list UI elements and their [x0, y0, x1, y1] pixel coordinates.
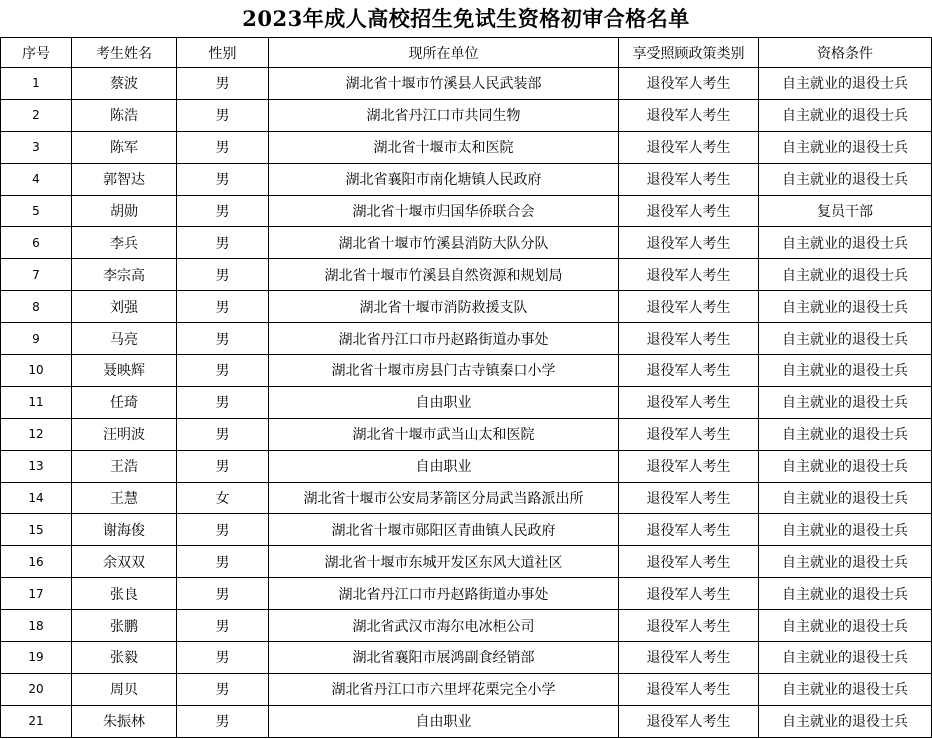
cell-name: 聂映辉	[72, 355, 177, 387]
table-row	[1, 291, 932, 323]
cell-name: 王慧	[72, 482, 177, 514]
cell-unit: 湖北省十堰市武当山太和医院	[269, 418, 619, 450]
cell-condition: 自主就业的退役士兵	[759, 99, 932, 131]
cell-seq: 5	[1, 195, 72, 227]
cell-policy: 退役军人考生	[619, 259, 759, 291]
cell-gender: 男	[177, 355, 269, 387]
cell-name: 任琦	[72, 386, 177, 418]
cell-seq: 20	[1, 673, 72, 705]
cell-seq: 12	[1, 418, 72, 450]
cell-seq: 2	[1, 99, 72, 131]
table-row	[1, 450, 932, 482]
cell-seq: 3	[1, 131, 72, 163]
cell-condition: 自主就业的退役士兵	[759, 578, 932, 610]
cell-policy: 退役军人考生	[619, 291, 759, 323]
cell-seq: 4	[1, 163, 72, 195]
table-row	[1, 482, 932, 514]
cell-unit: 湖北省襄阳市展鸿副食经销部	[269, 642, 619, 674]
cell-name: 李宗高	[72, 259, 177, 291]
cell-gender: 男	[177, 642, 269, 674]
cell-name: 谢海俊	[72, 514, 177, 546]
cell-gender: 男	[177, 227, 269, 259]
cell-gender: 男	[177, 514, 269, 546]
table-row	[1, 546, 932, 578]
table-row	[1, 386, 932, 418]
table-row	[1, 642, 932, 674]
cell-policy: 退役军人考生	[619, 68, 759, 100]
cell-name: 张鹏	[72, 610, 177, 642]
cell-gender: 男	[177, 578, 269, 610]
cell-unit: 湖北省武汉市海尔电冰柜公司	[269, 610, 619, 642]
cell-condition: 自主就业的退役士兵	[759, 291, 932, 323]
cell-policy: 退役军人考生	[619, 450, 759, 482]
table-row	[1, 578, 932, 610]
table-row	[1, 514, 932, 546]
cell-condition: 自主就业的退役士兵	[759, 323, 932, 355]
header-condition: 资格条件	[759, 38, 932, 68]
table-row	[1, 259, 932, 291]
cell-gender: 男	[177, 418, 269, 450]
cell-condition: 自主就业的退役士兵	[759, 163, 932, 195]
cell-unit: 湖北省十堰市房县门古寺镇秦口小学	[269, 355, 619, 387]
header-gender: 性别	[177, 38, 269, 68]
cell-name: 张良	[72, 578, 177, 610]
cell-condition: 自主就业的退役士兵	[759, 482, 932, 514]
qualification-table	[0, 37, 932, 738]
table-row	[1, 355, 932, 387]
cell-condition: 自主就业的退役士兵	[759, 642, 932, 674]
cell-policy: 退役军人考生	[619, 227, 759, 259]
cell-name: 余双双	[72, 546, 177, 578]
table-row	[1, 195, 932, 227]
table-row	[1, 131, 932, 163]
cell-policy: 退役军人考生	[619, 323, 759, 355]
cell-name: 周贝	[72, 673, 177, 705]
cell-seq: 17	[1, 578, 72, 610]
cell-condition: 自主就业的退役士兵	[759, 546, 932, 578]
cell-policy: 退役军人考生	[619, 418, 759, 450]
cell-condition: 自主就业的退役士兵	[759, 514, 932, 546]
cell-condition: 复员干部	[759, 195, 932, 227]
cell-unit: 湖北省十堰市公安局茅箭区分局武当路派出所	[269, 482, 619, 514]
table-header-row	[1, 38, 932, 68]
cell-gender: 男	[177, 163, 269, 195]
cell-unit: 自由职业	[269, 450, 619, 482]
cell-policy: 退役军人考生	[619, 195, 759, 227]
cell-unit: 自由职业	[269, 386, 619, 418]
cell-policy: 退役军人考生	[619, 578, 759, 610]
cell-seq: 11	[1, 386, 72, 418]
cell-unit: 湖北省十堰市郧阳区青曲镇人民政府	[269, 514, 619, 546]
cell-unit: 湖北省十堰市竹溪县消防大队分队	[269, 227, 619, 259]
cell-name: 张毅	[72, 642, 177, 674]
cell-unit: 湖北省十堰市竹溪县人民武装部	[269, 68, 619, 100]
cell-gender: 男	[177, 68, 269, 100]
cell-seq: 9	[1, 323, 72, 355]
cell-unit: 湖北省十堰市太和医院	[269, 131, 619, 163]
cell-condition: 自主就业的退役士兵	[759, 705, 932, 737]
cell-condition: 自主就业的退役士兵	[759, 259, 932, 291]
cell-gender: 男	[177, 386, 269, 418]
cell-condition: 自主就业的退役士兵	[759, 386, 932, 418]
cell-condition: 自主就业的退役士兵	[759, 227, 932, 259]
cell-name: 郭智达	[72, 163, 177, 195]
cell-unit: 湖北省丹江口市六里坪花栗完全小学	[269, 673, 619, 705]
table-row	[1, 227, 932, 259]
document-title: 2023年成人高校招生免试生资格初审合格名单	[242, 6, 690, 31]
cell-policy: 退役军人考生	[619, 163, 759, 195]
table-row	[1, 705, 932, 737]
cell-gender: 男	[177, 195, 269, 227]
cell-unit: 湖北省丹江口市丹赵路街道办事处	[269, 323, 619, 355]
cell-name: 朱振林	[72, 705, 177, 737]
cell-seq: 14	[1, 482, 72, 514]
cell-unit: 湖北省十堰市消防救援支队	[269, 291, 619, 323]
header-unit: 现所在单位	[269, 38, 619, 68]
cell-name: 马亮	[72, 323, 177, 355]
cell-gender: 男	[177, 323, 269, 355]
cell-gender: 男	[177, 131, 269, 163]
cell-seq: 19	[1, 642, 72, 674]
cell-policy: 退役军人考生	[619, 610, 759, 642]
cell-condition: 自主就业的退役士兵	[759, 355, 932, 387]
cell-seq: 15	[1, 514, 72, 546]
cell-gender: 女	[177, 482, 269, 514]
cell-gender: 男	[177, 705, 269, 737]
table-row	[1, 68, 932, 100]
cell-gender: 男	[177, 450, 269, 482]
table-row	[1, 418, 932, 450]
cell-policy: 退役军人考生	[619, 642, 759, 674]
cell-unit: 湖北省丹江口市丹赵路街道办事处	[269, 578, 619, 610]
cell-condition: 自主就业的退役士兵	[759, 68, 932, 100]
cell-name: 陈浩	[72, 99, 177, 131]
table-row	[1, 323, 932, 355]
cell-name: 王浩	[72, 450, 177, 482]
cell-unit: 湖北省十堰市竹溪县自然资源和规划局	[269, 259, 619, 291]
cell-unit: 湖北省丹江口市共同生物	[269, 99, 619, 131]
cell-policy: 退役军人考生	[619, 386, 759, 418]
cell-policy: 退役军人考生	[619, 705, 759, 737]
table-row	[1, 610, 932, 642]
cell-condition: 自主就业的退役士兵	[759, 610, 932, 642]
table-body	[1, 68, 932, 738]
cell-name: 陈军	[72, 131, 177, 163]
cell-gender: 男	[177, 546, 269, 578]
cell-name: 刘强	[72, 291, 177, 323]
cell-policy: 退役军人考生	[619, 673, 759, 705]
header-policy: 享受照顾政策类别	[619, 38, 759, 68]
cell-condition: 自主就业的退役士兵	[759, 450, 932, 482]
cell-seq: 7	[1, 259, 72, 291]
cell-policy: 退役军人考生	[619, 131, 759, 163]
cell-condition: 自主就业的退役士兵	[759, 673, 932, 705]
cell-seq: 8	[1, 291, 72, 323]
cell-seq: 18	[1, 610, 72, 642]
cell-seq: 1	[1, 68, 72, 100]
cell-seq: 13	[1, 450, 72, 482]
cell-policy: 退役军人考生	[619, 99, 759, 131]
cell-gender: 男	[177, 610, 269, 642]
cell-name: 蔡波	[72, 68, 177, 100]
header-name: 考生姓名	[72, 38, 177, 68]
cell-name: 李兵	[72, 227, 177, 259]
cell-policy: 退役军人考生	[619, 546, 759, 578]
cell-unit: 自由职业	[269, 705, 619, 737]
header-seq: 序号	[1, 38, 72, 68]
cell-gender: 男	[177, 291, 269, 323]
cell-policy: 退役军人考生	[619, 514, 759, 546]
cell-unit: 湖北省襄阳市南化塘镇人民政府	[269, 163, 619, 195]
cell-gender: 男	[177, 673, 269, 705]
cell-condition: 自主就业的退役士兵	[759, 418, 932, 450]
cell-condition: 自主就业的退役士兵	[759, 131, 932, 163]
cell-policy: 退役军人考生	[619, 355, 759, 387]
table-row	[1, 673, 932, 705]
cell-seq: 21	[1, 705, 72, 737]
cell-gender: 男	[177, 99, 269, 131]
table-row	[1, 99, 932, 131]
cell-unit: 湖北省十堰市归国华侨联合会	[269, 195, 619, 227]
cell-name: 胡勋	[72, 195, 177, 227]
cell-policy: 退役军人考生	[619, 482, 759, 514]
cell-unit: 湖北省十堰市东城开发区东风大道社区	[269, 546, 619, 578]
table-row	[1, 163, 932, 195]
cell-gender: 男	[177, 259, 269, 291]
cell-seq: 10	[1, 355, 72, 387]
cell-seq: 6	[1, 227, 72, 259]
cell-seq: 16	[1, 546, 72, 578]
cell-name: 汪明波	[72, 418, 177, 450]
